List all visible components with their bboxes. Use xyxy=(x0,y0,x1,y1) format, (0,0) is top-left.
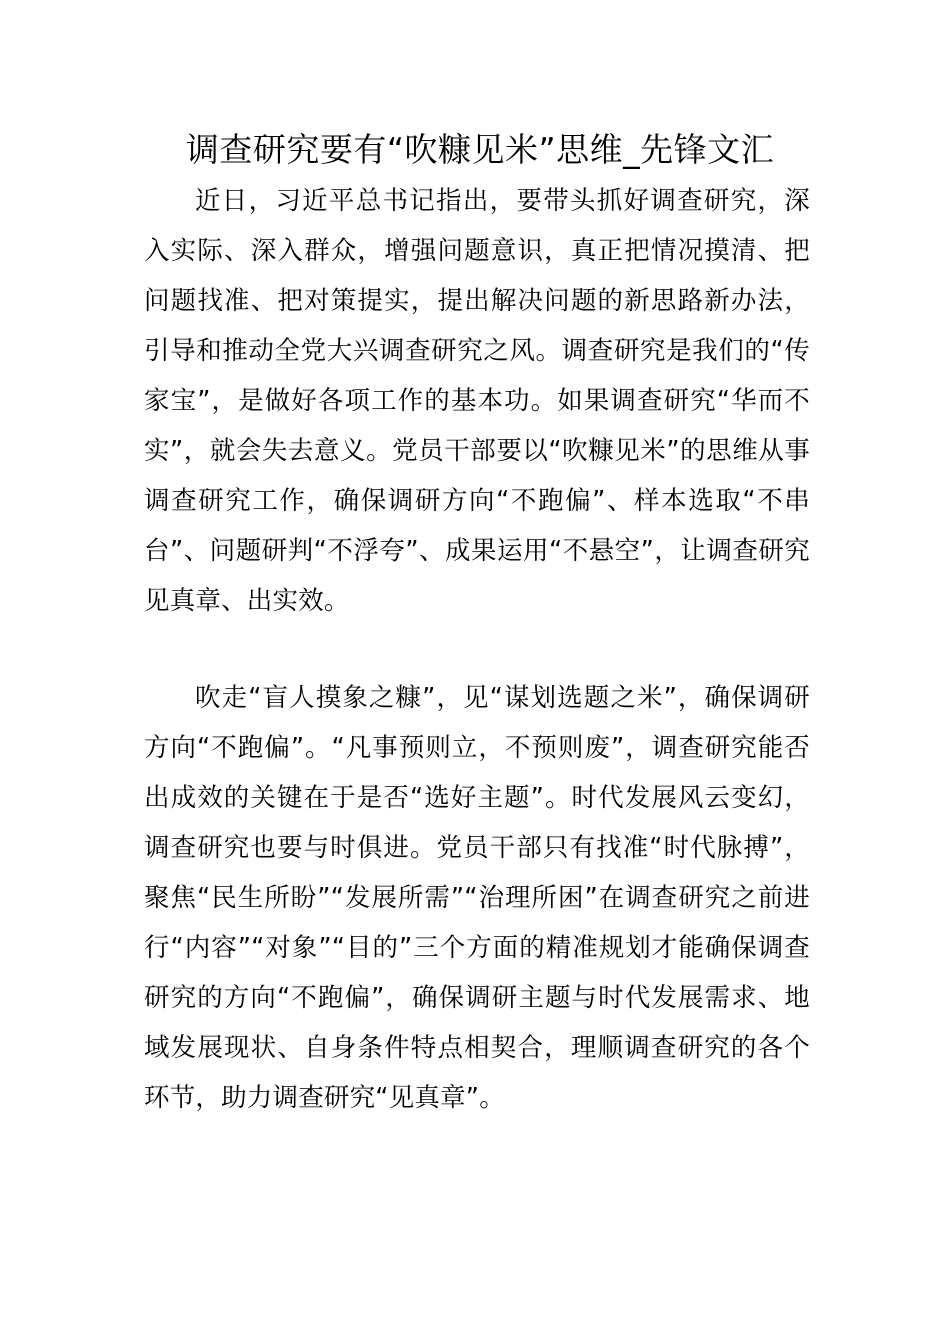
paragraph-1: 近日，习近平总书记指出，要带头抓好调查研究，深入实际、深入群众，增强问题意识，真正把情况摸清、把问题找准、把对策提实，提出解决问题的新思路新办法，引导和推动全党大兴调查研究之风。调查研究是我们的“传家宝”，是做好各项工作的基本功。如果调查研究“华而不实”，就会失去意义。党员干部要以“吹糠见米”的思维从事调查研究工作，确保调研方向“不跑偏”、样本选取“不串台”、问题研判“不浮夸”、成果运用“不悬空”，让调查研究见真章、出实效。 xyxy=(144,186,810,616)
document-title: 调查研究要有“吹糠见米”思维_先锋文汇 xyxy=(185,130,775,169)
paragraph-2: 吹走“盲人摸象之糠”，见“谋划选题之米”，确保调研方向“不跑偏”。“凡事预则立，不预则废”，调查研究能否出成效的关键在于是否“选好主题”。时代发展风云变幻，调查研究也要与时俱进。党员干部只有找准“时代脉搏”，聚焦“民生所盼”“发展所需”“治理所困”在调查研究之前进行“内容”“对象”“目的”三个方面的精准规划才能确保调查研究的方向“不跑偏”，确保调研主题与时代发展需求、地域发展现状、自身条件特点相契合，理顺调查研究的各个环节，助力调查研究“见真章”。 xyxy=(144,683,810,1113)
